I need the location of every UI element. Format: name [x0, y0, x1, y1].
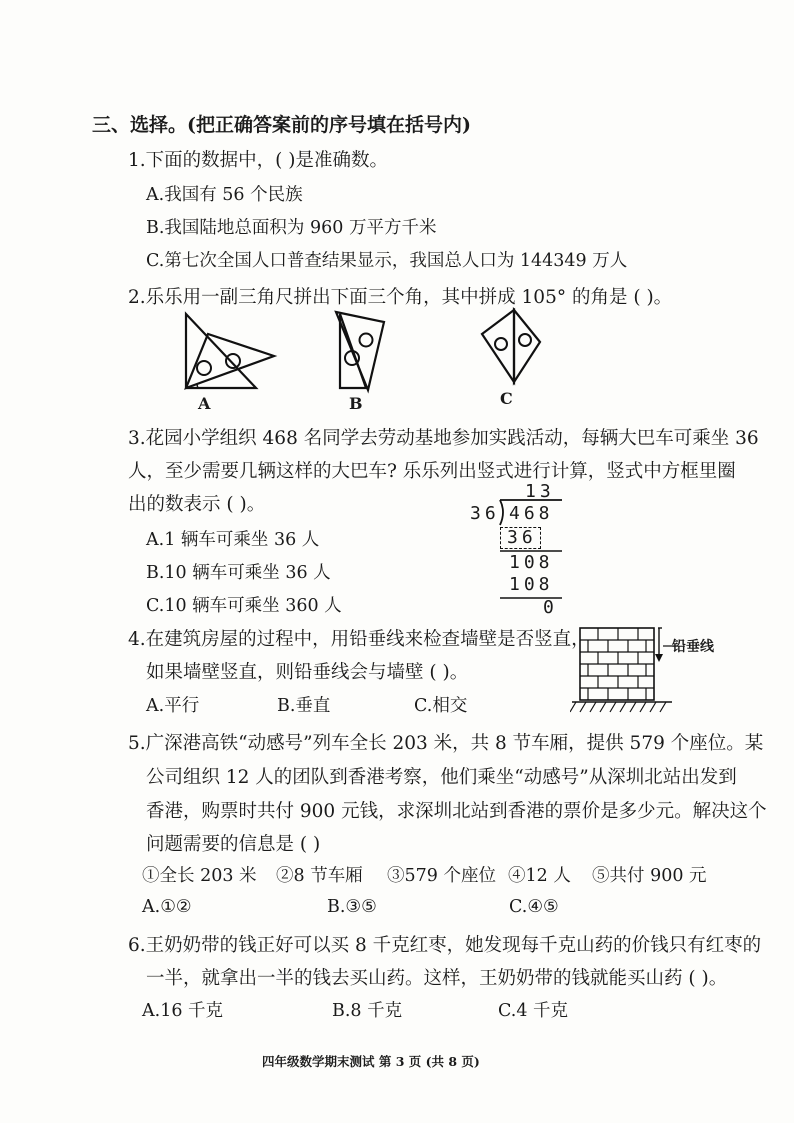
q4-option-c: C.相交 [414, 696, 468, 716]
division-bracket [494, 498, 564, 528]
q5-stem-line-3: 香港，购票时共付 900 元钱，求深圳北站到香港的票价是多少元。解决这个 [146, 801, 767, 822]
q5-option-c: C.④⑤ [509, 897, 559, 917]
q6-stem-line-1: 6.王奶奶带的钱正好可以买 8 千克红枣，她发现每千克山药的价钱只有红枣的 [128, 935, 762, 956]
set-square-figure-c [478, 306, 544, 388]
q3-stem-line-2: 人，至少需要几辆这样的大巴车? 乐乐列出竖式进行计算，竖式中方框里圈 [128, 461, 736, 482]
q2-label-a: A [198, 394, 211, 413]
brick-wall-plumb-line-diagram [570, 624, 680, 720]
q2-label-b: B [349, 394, 363, 413]
q3-stem-line-1: 3.花园小学组织 468 名同学去劳动基地参加实践活动，每辆大巴车可乘坐 36 [128, 428, 759, 449]
q5-stem-line-2: 公司组织 12 人的团队到香港考察，他们乘坐“动感号”从深圳北站出发到 [146, 767, 737, 788]
set-square-figure-b [328, 306, 390, 394]
q5-stem-line-4: 问题需要的信息是 ( ) [146, 834, 321, 855]
q5-info-4: ④12 人 [508, 866, 571, 886]
q6-option-b: B.8 千克 [332, 1001, 403, 1021]
division-divisor: 36 [470, 503, 500, 524]
q1-option-b: B.我国陆地总面积为 960 万平方千米 [146, 218, 437, 238]
q3-stem-line-3: 出的数表示 ( )。 [128, 494, 266, 515]
q4-stem-line-2: 如果墙壁竖直，则铅垂线会与墙壁 ( )。 [146, 662, 469, 683]
q4-option-b: B.垂直 [277, 696, 331, 716]
division-dividend: 468 [509, 503, 554, 524]
q6-option-a: A.16 千克 [142, 1001, 224, 1021]
section-title: 三、选择。(把正确答案前的序号填在括号内) [92, 114, 471, 136]
q5-option-b: B.③⑤ [327, 897, 377, 917]
q4-option-a: A.平行 [146, 696, 200, 716]
q5-option-a: A.①② [142, 897, 192, 917]
page-footer: 四年级数学期末测试 第 3 页 (共 8 页) [262, 1054, 480, 1069]
division-boxed-product: 36 [500, 527, 541, 549]
plumb-line-label: 铅垂线 [672, 639, 714, 655]
q1-stem: 1.下面的数据中，( )是准确数。 [128, 150, 388, 171]
q6-option-c: C.4 千克 [498, 1001, 569, 1021]
q5-info-2: ②8 节车厢 [276, 866, 363, 886]
division-final: 0 [543, 597, 558, 618]
q1-option-c: C.第七次全国人口普查结果显示，我国总人口为 144349 万人 [146, 251, 628, 271]
q5-info-5: ⑤共付 900 元 [592, 866, 707, 886]
q5-info-3: ③579 个座位 [387, 866, 496, 886]
q5-info-1: ①全长 203 米 [142, 866, 257, 886]
q6-stem-line-2: 一半，就拿出一半的钱去买山药。这样，王奶奶带的钱就能买山药 ( )。 [146, 968, 728, 989]
division-product-2: 108 [509, 574, 554, 595]
division-remainder-1: 108 [509, 552, 554, 573]
q4-stem-line-1: 4.在建筑房屋的过程中，用铅垂线来检查墙壁是否竖直， [128, 629, 590, 650]
set-square-figure-a [178, 308, 280, 394]
q2-stem: 2.乐乐用一副三角尺拼出下面三个角，其中拼成 105° 的角是 ( )。 [128, 287, 673, 308]
q3-option-b: B.10 辆车可乘坐 36 人 [146, 563, 331, 583]
q3-option-a: A.1 辆车可乘坐 36 人 [146, 530, 320, 550]
q2-label-c: C [500, 389, 513, 408]
q1-option-a: A.我国有 56 个民族 [146, 185, 303, 205]
division-quotient: 13 [525, 481, 555, 502]
q5-stem-line-1: 5.广深港高铁“动感号”列车全长 203 米，共 8 节车厢，提供 579 个座位。某 [128, 733, 764, 754]
q3-option-c: C.10 辆车可乘坐 360 人 [146, 596, 342, 616]
